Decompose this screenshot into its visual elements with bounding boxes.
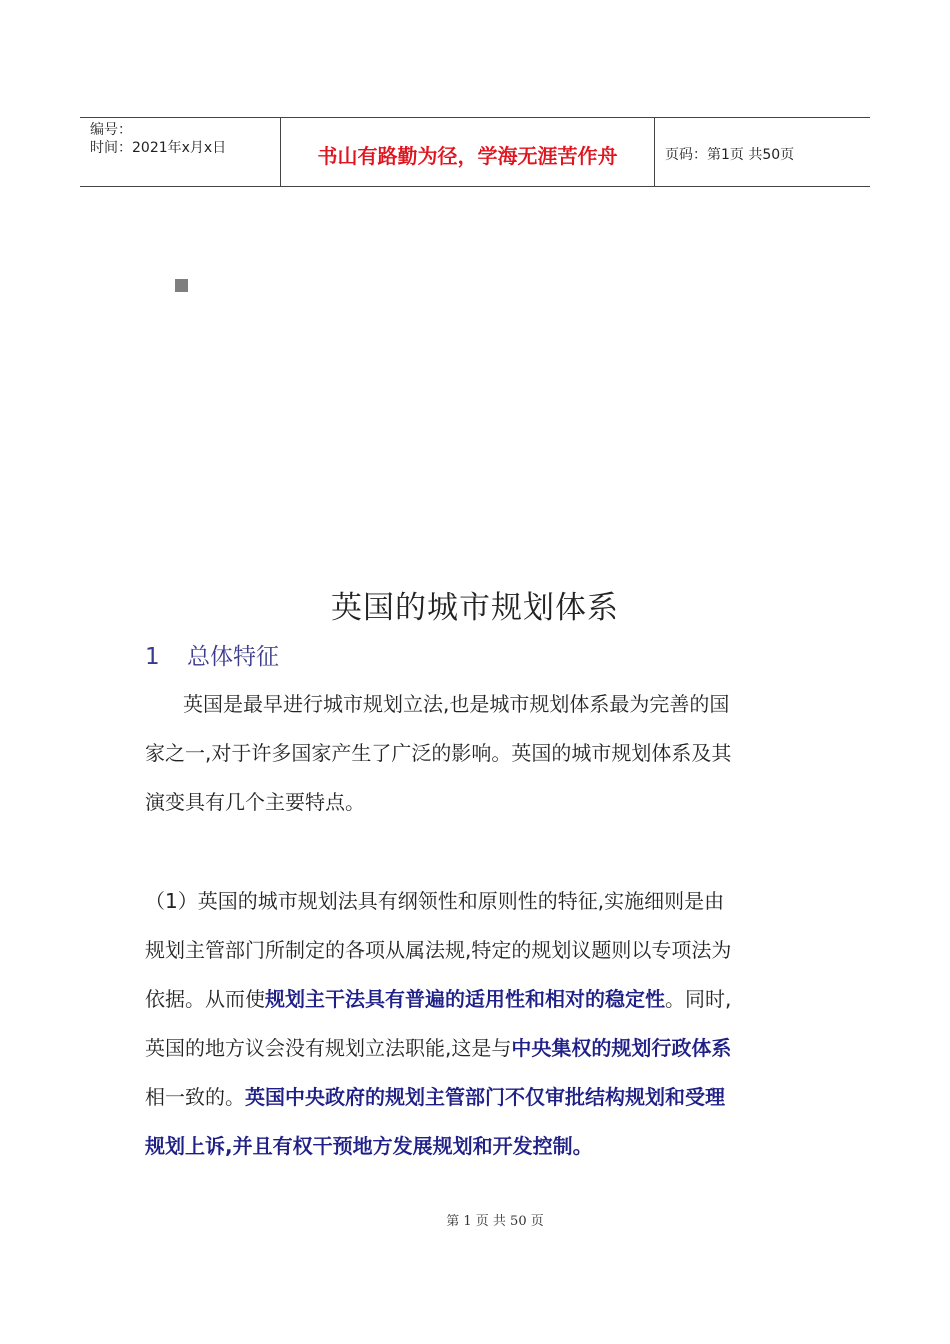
emphasis-text: 英国中央政府的规划主管部门不仅审批结构规划和受理	[245, 1085, 725, 1109]
section-number: 1	[145, 644, 160, 670]
plain-text: 英国的地方议会没有规划立法职能,这是与	[145, 1036, 512, 1060]
header-meta-cell	[80, 118, 281, 186]
number-label: 编号：	[90, 122, 132, 138]
square-bullet-icon	[175, 279, 188, 292]
page-footer: 第 1 页 共 50 页	[446, 1214, 544, 1229]
time-label: 时间：2021年x月x日	[90, 140, 227, 156]
paragraph-line: 英国是最早进行城市规划立法,也是城市规划体系最为完善的国	[183, 692, 730, 716]
emphasis-text: 规划主干法具有普遍的适用性和相对的稳定性	[265, 987, 665, 1011]
paragraph-line: （1）英国的城市规划法具有纲领性和原则性的特征,实施细则是由	[145, 889, 725, 913]
motto-text: 书山有路勤为径，学海无涯苦作舟	[317, 143, 618, 168]
paragraph-line	[145, 975, 810, 1024]
plain-text: 。同时,	[665, 987, 732, 1011]
header-page-cell	[655, 118, 870, 186]
paragraph-line	[145, 1073, 810, 1122]
section-title: 总体特征	[187, 644, 279, 670]
emphasis-text: 中央集权的规划行政体系	[511, 1036, 732, 1060]
paragraph-line: 演变具有几个主要特点。	[145, 790, 365, 814]
paragraph-line	[145, 1122, 810, 1171]
paragraph-line	[145, 1024, 810, 1073]
document-header	[80, 117, 870, 187]
plain-text: 。	[572, 1134, 593, 1158]
plain-text: 依据。从而使	[145, 987, 265, 1011]
paragraph-intro	[145, 680, 810, 827]
paragraph-line: 家之一,对于许多国家产生了广泛的影响。英国的城市规划体系及其	[145, 741, 732, 765]
paragraph-line: 规划主管部门所制定的各项从属法规,特定的规划议题则以专项法为	[145, 938, 732, 962]
emphasis-text: 规划上诉,并且有权干预地方发展规划和开发控制	[145, 1134, 573, 1158]
document-title: 英国的城市规划体系	[331, 590, 619, 626]
section-heading	[145, 638, 279, 671]
header-motto-cell	[281, 118, 655, 186]
plain-text: 相一致的。	[145, 1085, 245, 1109]
page-label: 页码：第1页 共50页	[665, 147, 795, 163]
paragraph-point-1	[145, 877, 810, 1171]
